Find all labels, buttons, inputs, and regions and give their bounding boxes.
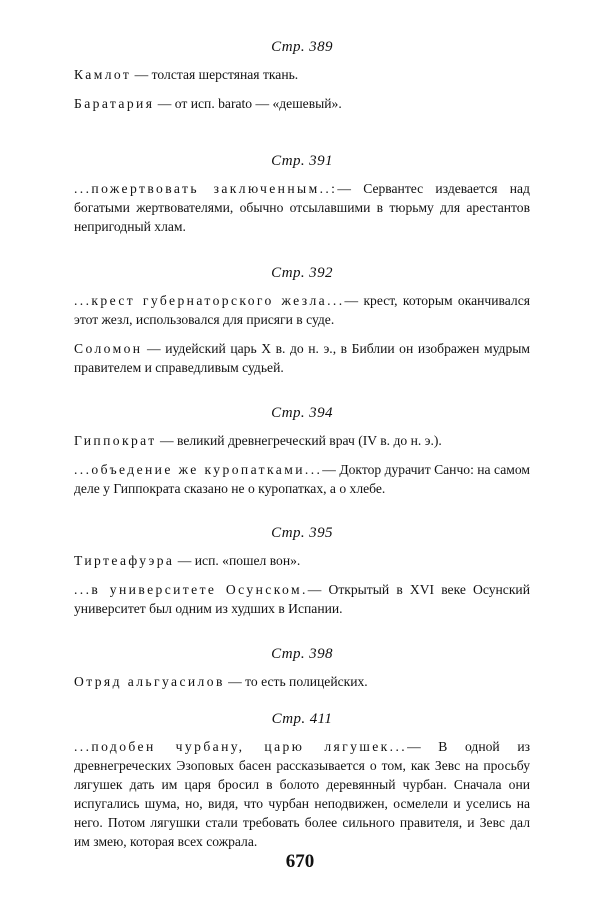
notes-section-392 bbox=[74, 264, 530, 377]
notes-section-411 bbox=[74, 710, 530, 851]
note-text: — Сервантес издевается над богатыми жертвователями, обычно отсылавшими в тюрьму для арестантов непригодный хлам. bbox=[74, 181, 530, 234]
note-term: Соломон bbox=[74, 341, 143, 356]
note-text: — иудейский царь X в. до н. э., в Библии он изображен мудрым правителем и справедливым судьей. bbox=[74, 341, 530, 375]
note-term: ...пожертвовать заключенным..: bbox=[74, 181, 338, 196]
note-term: Баратария bbox=[74, 96, 155, 111]
section-heading: Стр. 395 bbox=[271, 525, 333, 541]
note-entry bbox=[74, 291, 530, 329]
note-entry bbox=[74, 672, 530, 691]
section-heading: Стр. 398 bbox=[271, 646, 333, 662]
note-term: ...крест губернаторского жезла... bbox=[74, 293, 345, 308]
note-text: — толстая шерстяная ткань. bbox=[131, 67, 299, 82]
page-number: 670 bbox=[285, 851, 315, 872]
notes-section-394 bbox=[74, 404, 530, 498]
note-term: Тиртеафуэра bbox=[74, 553, 175, 568]
note-text: — Доктор дурачит Санчо: на самом деле у Гиппократа сказано не о куропатках, а о хлебе. bbox=[74, 462, 530, 496]
section-heading: Стр. 411 bbox=[271, 711, 333, 727]
section-heading: Стр. 392 bbox=[271, 265, 333, 281]
note-term: Отряд альгуасилов bbox=[74, 674, 225, 689]
note-term: Камлот bbox=[74, 67, 132, 82]
note-text: — великий древнегреческий врач (IV в. до н. э.). bbox=[156, 433, 442, 448]
note-entry bbox=[74, 737, 530, 851]
note-entry bbox=[74, 431, 530, 450]
note-text: — Открытый в XVI веке Осунский университет был одним из худших в Испании. bbox=[74, 582, 530, 616]
note-text: — то есть полицейских. bbox=[224, 674, 368, 689]
note-entry bbox=[74, 179, 530, 236]
notes-section-391 bbox=[74, 152, 530, 236]
note-term: ...подобен чурбану, царю лягушек... bbox=[74, 739, 408, 754]
note-entry bbox=[74, 94, 530, 113]
notes-section-398 bbox=[74, 645, 530, 691]
section-heading: Стр. 389 bbox=[271, 39, 333, 55]
note-term: ...в университете Осунском. bbox=[74, 582, 308, 597]
note-text: — крест, которым оканчивался этот жезл, использовался для присяги в суде. bbox=[74, 293, 530, 327]
note-entry bbox=[74, 580, 530, 618]
note-entry bbox=[74, 551, 530, 570]
note-entry bbox=[74, 460, 530, 498]
note-term: Гиппократ bbox=[74, 433, 157, 448]
note-text: — В одной из древнегреческих Эзоповых басен рассказывается о том, как Зевс на просьбу лягушек дать им царя бросил в болото деревянный чурбан. Сначала они испугались шума, но, видя, что чурбан неподвижен, осмелели и уселись на него. Потом лягушки стали требовать более сильного правителя, и Зевс дал им змею, которая всех сожрала. bbox=[74, 739, 530, 849]
note-text: — исп. «пошел вон». bbox=[174, 553, 301, 568]
note-term: ...объедение же куропатками... bbox=[74, 462, 323, 477]
note-entry bbox=[74, 339, 530, 377]
notes-section-395 bbox=[74, 524, 530, 618]
note-entry bbox=[74, 65, 530, 84]
section-heading: Стр. 394 bbox=[271, 405, 333, 421]
note-text: — от исп. barato — «дешевый». bbox=[154, 96, 342, 111]
notes-section-389 bbox=[74, 38, 530, 113]
section-heading: Стр. 391 bbox=[271, 153, 333, 169]
